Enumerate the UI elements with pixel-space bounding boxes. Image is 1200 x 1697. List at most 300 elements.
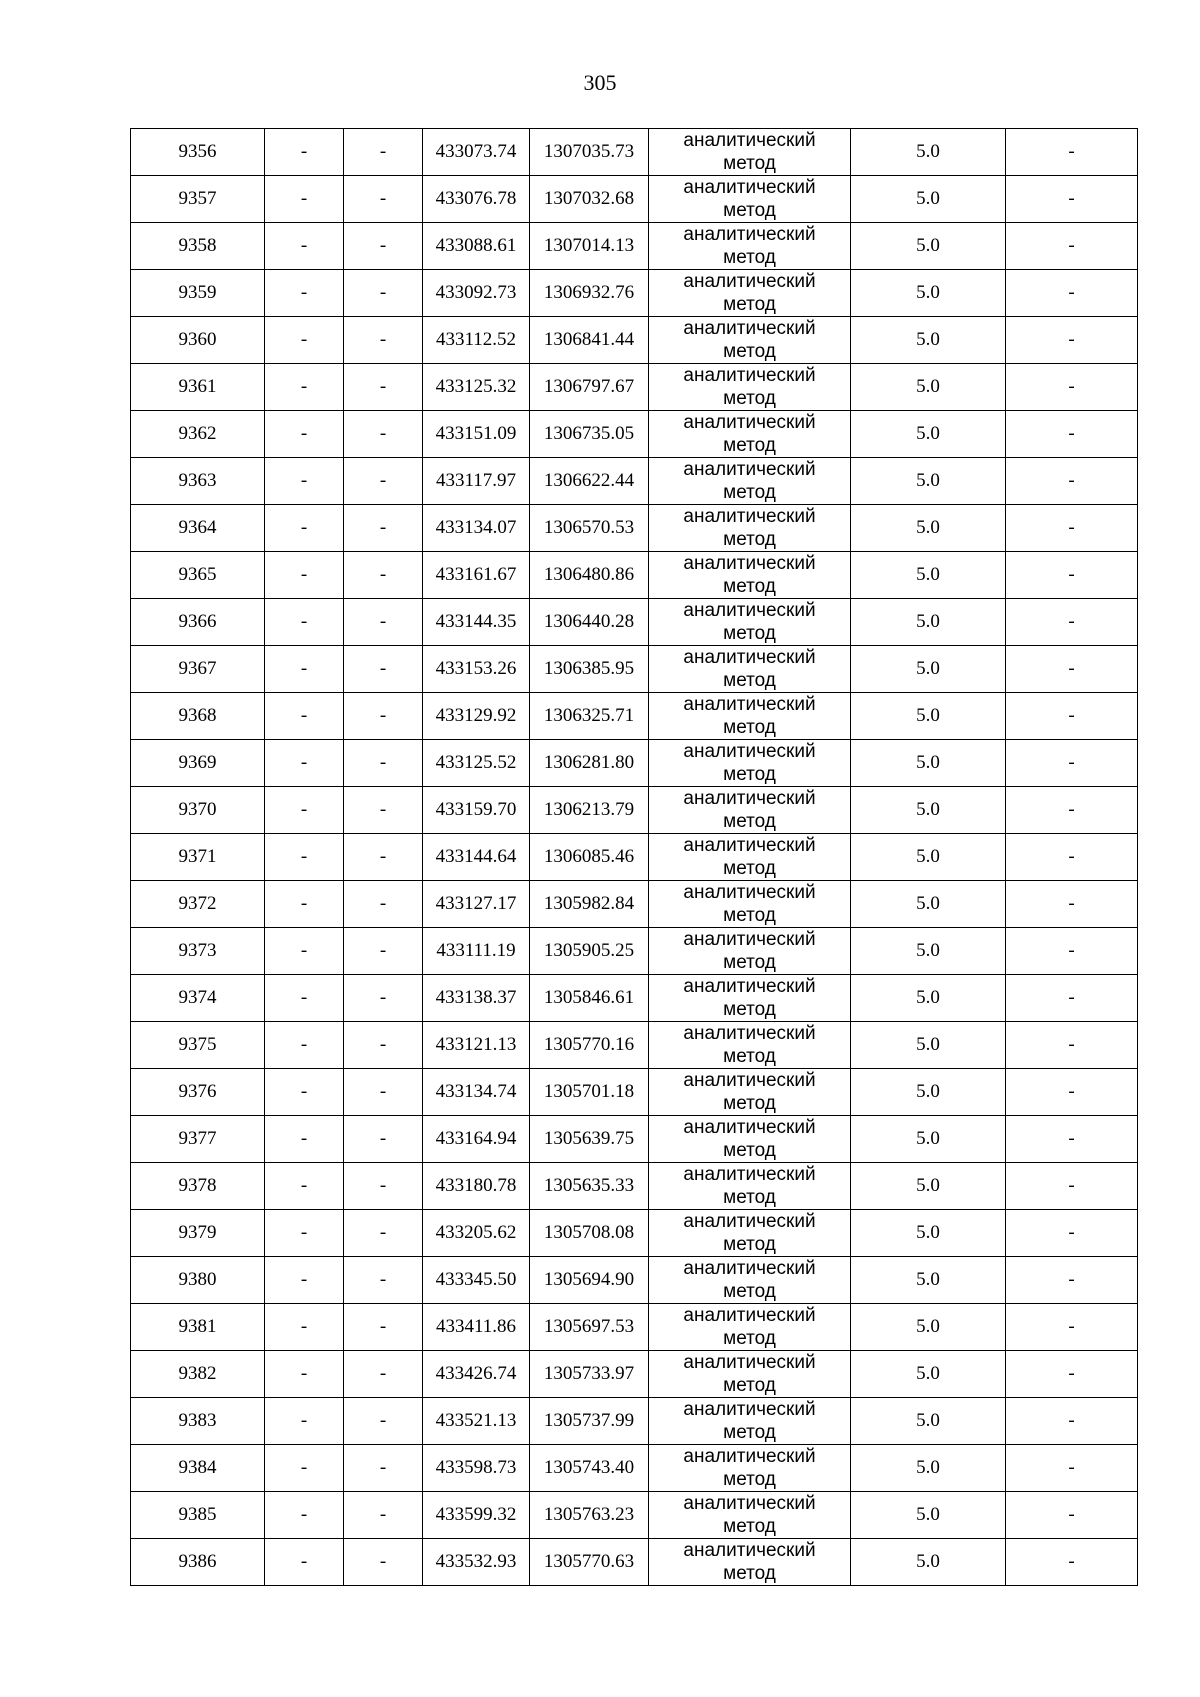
y-coordinate-cell: 1307032.68: [530, 176, 649, 223]
point-number-cell: 9367: [131, 646, 265, 693]
empty-column-2-cell: -: [265, 740, 344, 787]
note-cell: -: [1006, 1398, 1138, 1445]
note-cell: -: [1006, 1210, 1138, 1257]
note-cell: -: [1006, 129, 1138, 176]
point-number-cell: 9379: [131, 1210, 265, 1257]
method-cell: [649, 317, 851, 364]
method-line-2: метод: [723, 1422, 776, 1443]
method-line-1: аналитический: [683, 694, 816, 715]
method-line-2: метод: [723, 1046, 776, 1067]
y-coordinate-cell: 1306841.44: [530, 317, 649, 364]
empty-column-2-cell: -: [265, 223, 344, 270]
empty-column-2-cell: -: [265, 646, 344, 693]
table-row: [131, 881, 1138, 928]
empty-column-2-cell: -: [265, 1445, 344, 1492]
note-cell: -: [1006, 599, 1138, 646]
method-line-1: аналитический: [683, 553, 816, 574]
method-line-2: метод: [723, 1187, 776, 1208]
empty-column-3-cell: -: [344, 364, 423, 411]
method-line-1: аналитический: [683, 365, 816, 386]
table-row: [131, 1257, 1138, 1304]
method-line-1: аналитический: [683, 741, 816, 762]
y-coordinate-cell: 1306213.79: [530, 787, 649, 834]
y-coordinate-cell: 1305770.16: [530, 1022, 649, 1069]
table-row: [131, 270, 1138, 317]
accuracy-cell: 5.0: [851, 599, 1006, 646]
method-line-2: метод: [723, 670, 776, 691]
accuracy-cell: 5.0: [851, 787, 1006, 834]
table-row: [131, 1210, 1138, 1257]
x-coordinate-cell: 433144.64: [423, 834, 530, 881]
method-line-2: метод: [723, 294, 776, 315]
method-line-1: аналитический: [683, 318, 816, 339]
accuracy-cell: 5.0: [851, 928, 1006, 975]
y-coordinate-cell: 1305733.97: [530, 1351, 649, 1398]
empty-column-3-cell: -: [344, 1398, 423, 1445]
note-cell: -: [1006, 364, 1138, 411]
y-coordinate-cell: 1306281.80: [530, 740, 649, 787]
note-cell: -: [1006, 458, 1138, 505]
x-coordinate-cell: 433532.93: [423, 1539, 530, 1586]
note-cell: -: [1006, 1069, 1138, 1116]
method-cell: [649, 787, 851, 834]
empty-column-2-cell: -: [265, 411, 344, 458]
accuracy-cell: 5.0: [851, 1351, 1006, 1398]
accuracy-cell: 5.0: [851, 834, 1006, 881]
x-coordinate-cell: 433121.13: [423, 1022, 530, 1069]
point-number-cell: 9363: [131, 458, 265, 505]
empty-column-3-cell: -: [344, 1069, 423, 1116]
empty-column-3-cell: -: [344, 881, 423, 928]
table-row: [131, 129, 1138, 176]
table-row: [131, 1539, 1138, 1586]
method-line-2: метод: [723, 858, 776, 879]
empty-column-3-cell: -: [344, 1163, 423, 1210]
accuracy-cell: 5.0: [851, 1116, 1006, 1163]
table-row: [131, 1163, 1138, 1210]
empty-column-3-cell: -: [344, 1445, 423, 1492]
x-coordinate-cell: 433134.07: [423, 505, 530, 552]
method-line-2: метод: [723, 153, 776, 174]
method-line-1: аналитический: [683, 882, 816, 903]
accuracy-cell: 5.0: [851, 881, 1006, 928]
empty-column-2-cell: -: [265, 176, 344, 223]
y-coordinate-cell: 1305737.99: [530, 1398, 649, 1445]
note-cell: -: [1006, 693, 1138, 740]
point-number-cell: 9371: [131, 834, 265, 881]
method-cell: [649, 364, 851, 411]
method-cell: [649, 1069, 851, 1116]
x-coordinate-cell: 433599.32: [423, 1492, 530, 1539]
x-coordinate-cell: 433164.94: [423, 1116, 530, 1163]
empty-column-3-cell: -: [344, 834, 423, 881]
note-cell: -: [1006, 223, 1138, 270]
empty-column-2-cell: -: [265, 599, 344, 646]
y-coordinate-cell: 1306440.28: [530, 599, 649, 646]
y-coordinate-cell: 1305846.61: [530, 975, 649, 1022]
empty-column-3-cell: -: [344, 1492, 423, 1539]
x-coordinate-cell: 433411.86: [423, 1304, 530, 1351]
point-number-cell: 9365: [131, 552, 265, 599]
point-number-cell: 9359: [131, 270, 265, 317]
empty-column-3-cell: -: [344, 1210, 423, 1257]
empty-column-2-cell: -: [265, 1163, 344, 1210]
empty-column-3-cell: -: [344, 505, 423, 552]
method-cell: [649, 599, 851, 646]
y-coordinate-cell: 1305635.33: [530, 1163, 649, 1210]
point-number-cell: 9382: [131, 1351, 265, 1398]
note-cell: -: [1006, 552, 1138, 599]
method-line-2: метод: [723, 905, 776, 926]
point-number-cell: 9386: [131, 1539, 265, 1586]
note-cell: -: [1006, 1022, 1138, 1069]
y-coordinate-cell: 1306385.95: [530, 646, 649, 693]
method-line-2: метод: [723, 1281, 776, 1302]
method-line-2: метод: [723, 1093, 776, 1114]
method-cell: [649, 1304, 851, 1351]
y-coordinate-cell: 1305770.63: [530, 1539, 649, 1586]
accuracy-cell: 5.0: [851, 505, 1006, 552]
empty-column-2-cell: -: [265, 505, 344, 552]
y-coordinate-cell: 1306570.53: [530, 505, 649, 552]
table-row: [131, 928, 1138, 975]
table-row: [131, 1445, 1138, 1492]
accuracy-cell: 5.0: [851, 1210, 1006, 1257]
x-coordinate-cell: 433125.52: [423, 740, 530, 787]
method-line-1: аналитический: [683, 1352, 816, 1373]
point-number-cell: 9375: [131, 1022, 265, 1069]
empty-column-3-cell: -: [344, 411, 423, 458]
y-coordinate-cell: 1305697.53: [530, 1304, 649, 1351]
accuracy-cell: 5.0: [851, 693, 1006, 740]
accuracy-cell: 5.0: [851, 364, 1006, 411]
method-line-1: аналитический: [683, 929, 816, 950]
method-line-1: аналитический: [683, 1117, 816, 1138]
point-number-cell: 9361: [131, 364, 265, 411]
table-row: [131, 1069, 1138, 1116]
point-number-cell: 9384: [131, 1445, 265, 1492]
empty-column-3-cell: -: [344, 176, 423, 223]
note-cell: -: [1006, 176, 1138, 223]
table-row: [131, 1022, 1138, 1069]
table-row: [131, 740, 1138, 787]
point-number-cell: 9372: [131, 881, 265, 928]
method-cell: [649, 552, 851, 599]
x-coordinate-cell: 433159.70: [423, 787, 530, 834]
empty-column-3-cell: -: [344, 740, 423, 787]
point-number-cell: 9368: [131, 693, 265, 740]
point-number-cell: 9383: [131, 1398, 265, 1445]
method-line-2: метод: [723, 1375, 776, 1396]
note-cell: -: [1006, 646, 1138, 693]
y-coordinate-cell: 1306622.44: [530, 458, 649, 505]
method-cell: [649, 928, 851, 975]
empty-column-2-cell: -: [265, 552, 344, 599]
note-cell: -: [1006, 881, 1138, 928]
empty-column-2-cell: -: [265, 1116, 344, 1163]
accuracy-cell: 5.0: [851, 458, 1006, 505]
y-coordinate-cell: 1306325.71: [530, 693, 649, 740]
note-cell: -: [1006, 317, 1138, 364]
table-row: [131, 1116, 1138, 1163]
method-cell: [649, 1351, 851, 1398]
point-number-cell: 9366: [131, 599, 265, 646]
accuracy-cell: 5.0: [851, 975, 1006, 1022]
accuracy-cell: 5.0: [851, 1304, 1006, 1351]
table-row: [131, 505, 1138, 552]
y-coordinate-cell: 1307035.73: [530, 129, 649, 176]
accuracy-cell: 5.0: [851, 1163, 1006, 1210]
empty-column-2-cell: -: [265, 1492, 344, 1539]
method-line-2: метод: [723, 952, 776, 973]
accuracy-cell: 5.0: [851, 176, 1006, 223]
note-cell: -: [1006, 740, 1138, 787]
empty-column-3-cell: -: [344, 270, 423, 317]
accuracy-cell: 5.0: [851, 1398, 1006, 1445]
accuracy-cell: 5.0: [851, 1539, 1006, 1586]
x-coordinate-cell: 433112.52: [423, 317, 530, 364]
table-row: [131, 787, 1138, 834]
empty-column-2-cell: -: [265, 787, 344, 834]
method-line-2: метод: [723, 1328, 776, 1349]
method-cell: [649, 1257, 851, 1304]
empty-column-3-cell: -: [344, 975, 423, 1022]
empty-column-3-cell: -: [344, 928, 423, 975]
y-coordinate-cell: 1306480.86: [530, 552, 649, 599]
x-coordinate-cell: 433345.50: [423, 1257, 530, 1304]
x-coordinate-cell: 433117.97: [423, 458, 530, 505]
point-number-cell: 9369: [131, 740, 265, 787]
x-coordinate-cell: 433153.26: [423, 646, 530, 693]
method-cell: [649, 1398, 851, 1445]
x-coordinate-cell: 433180.78: [423, 1163, 530, 1210]
accuracy-cell: 5.0: [851, 552, 1006, 599]
note-cell: -: [1006, 1116, 1138, 1163]
note-cell: -: [1006, 270, 1138, 317]
y-coordinate-cell: 1305743.40: [530, 1445, 649, 1492]
method-cell: [649, 1492, 851, 1539]
method-line-1: аналитический: [683, 506, 816, 527]
method-line-1: аналитический: [683, 1258, 816, 1279]
y-coordinate-cell: 1305708.08: [530, 1210, 649, 1257]
method-line-2: метод: [723, 1516, 776, 1537]
method-cell: [649, 1163, 851, 1210]
empty-column-2-cell: -: [265, 1304, 344, 1351]
empty-column-3-cell: -: [344, 1022, 423, 1069]
method-cell: [649, 1445, 851, 1492]
method-line-1: аналитический: [683, 1164, 816, 1185]
table-body: [131, 129, 1138, 1586]
empty-column-2-cell: -: [265, 975, 344, 1022]
method-line-1: аналитический: [683, 459, 816, 480]
x-coordinate-cell: 433125.32: [423, 364, 530, 411]
empty-column-3-cell: -: [344, 223, 423, 270]
empty-column-3-cell: -: [344, 1351, 423, 1398]
empty-column-3-cell: -: [344, 552, 423, 599]
table-row: [131, 458, 1138, 505]
x-coordinate-cell: 433076.78: [423, 176, 530, 223]
empty-column-3-cell: -: [344, 646, 423, 693]
y-coordinate-cell: 1305982.84: [530, 881, 649, 928]
x-coordinate-cell: 433205.62: [423, 1210, 530, 1257]
method-line-1: аналитический: [683, 1305, 816, 1326]
method-line-1: аналитический: [683, 1070, 816, 1091]
table-row: [131, 834, 1138, 881]
empty-column-2-cell: -: [265, 1398, 344, 1445]
method-line-1: аналитический: [683, 600, 816, 621]
coordinates-table: [130, 128, 1138, 1586]
method-line-2: метод: [723, 623, 776, 644]
method-cell: [649, 1539, 851, 1586]
accuracy-cell: 5.0: [851, 129, 1006, 176]
accuracy-cell: 5.0: [851, 270, 1006, 317]
empty-column-3-cell: -: [344, 317, 423, 364]
accuracy-cell: 5.0: [851, 223, 1006, 270]
accuracy-cell: 5.0: [851, 740, 1006, 787]
method-line-1: аналитический: [683, 1399, 816, 1420]
point-number-cell: 9381: [131, 1304, 265, 1351]
empty-column-2-cell: -: [265, 129, 344, 176]
method-line-2: метод: [723, 388, 776, 409]
empty-column-2-cell: -: [265, 1210, 344, 1257]
method-line-1: аналитический: [683, 1023, 816, 1044]
method-line-2: метод: [723, 1140, 776, 1161]
table-row: [131, 364, 1138, 411]
method-cell: [649, 1116, 851, 1163]
empty-column-2-cell: -: [265, 364, 344, 411]
method-cell: [649, 411, 851, 458]
point-number-cell: 9374: [131, 975, 265, 1022]
point-number-cell: 9356: [131, 129, 265, 176]
table-row: [131, 411, 1138, 458]
point-number-cell: 9385: [131, 1492, 265, 1539]
note-cell: -: [1006, 1492, 1138, 1539]
note-cell: -: [1006, 411, 1138, 458]
table-row: [131, 317, 1138, 364]
method-line-1: аналитический: [683, 835, 816, 856]
y-coordinate-cell: 1305639.75: [530, 1116, 649, 1163]
x-coordinate-cell: 433521.13: [423, 1398, 530, 1445]
method-cell: [649, 740, 851, 787]
x-coordinate-cell: 433598.73: [423, 1445, 530, 1492]
empty-column-3-cell: -: [344, 693, 423, 740]
method-cell: [649, 1210, 851, 1257]
method-cell: [649, 834, 851, 881]
method-line-2: метод: [723, 1469, 776, 1490]
x-coordinate-cell: 433161.67: [423, 552, 530, 599]
table-row: [131, 552, 1138, 599]
note-cell: -: [1006, 1351, 1138, 1398]
empty-column-3-cell: -: [344, 1539, 423, 1586]
accuracy-cell: 5.0: [851, 1069, 1006, 1116]
method-line-1: аналитический: [683, 177, 816, 198]
method-line-1: аналитический: [683, 224, 816, 245]
empty-column-2-cell: -: [265, 317, 344, 364]
y-coordinate-cell: 1306735.05: [530, 411, 649, 458]
point-number-cell: 9358: [131, 223, 265, 270]
x-coordinate-cell: 433092.73: [423, 270, 530, 317]
empty-column-3-cell: -: [344, 1304, 423, 1351]
table-row: [131, 1398, 1138, 1445]
empty-column-2-cell: -: [265, 881, 344, 928]
point-number-cell: 9360: [131, 317, 265, 364]
empty-column-3-cell: -: [344, 129, 423, 176]
table-row: [131, 599, 1138, 646]
method-line-2: метод: [723, 247, 776, 268]
method-line-2: метод: [723, 576, 776, 597]
x-coordinate-cell: 433127.17: [423, 881, 530, 928]
empty-column-2-cell: -: [265, 928, 344, 975]
method-cell: [649, 129, 851, 176]
accuracy-cell: 5.0: [851, 1445, 1006, 1492]
x-coordinate-cell: 433073.74: [423, 129, 530, 176]
point-number-cell: 9380: [131, 1257, 265, 1304]
note-cell: -: [1006, 928, 1138, 975]
accuracy-cell: 5.0: [851, 1492, 1006, 1539]
empty-column-3-cell: -: [344, 1116, 423, 1163]
method-line-2: метод: [723, 717, 776, 738]
note-cell: -: [1006, 834, 1138, 881]
note-cell: -: [1006, 1304, 1138, 1351]
empty-column-2-cell: -: [265, 1022, 344, 1069]
method-line-2: метод: [723, 341, 776, 362]
method-cell: [649, 176, 851, 223]
method-line-2: метод: [723, 811, 776, 832]
method-line-2: метод: [723, 1563, 776, 1584]
empty-column-2-cell: -: [265, 458, 344, 505]
x-coordinate-cell: 433426.74: [423, 1351, 530, 1398]
note-cell: -: [1006, 1163, 1138, 1210]
point-number-cell: 9362: [131, 411, 265, 458]
accuracy-cell: 5.0: [851, 411, 1006, 458]
empty-column-2-cell: -: [265, 1069, 344, 1116]
method-line-2: метод: [723, 999, 776, 1020]
method-line-1: аналитический: [683, 647, 816, 668]
note-cell: -: [1006, 1257, 1138, 1304]
method-line-1: аналитический: [683, 1540, 816, 1561]
method-cell: [649, 975, 851, 1022]
method-line-1: аналитический: [683, 1446, 816, 1467]
x-coordinate-cell: 433151.09: [423, 411, 530, 458]
method-cell: [649, 458, 851, 505]
y-coordinate-cell: 1305694.90: [530, 1257, 649, 1304]
empty-column-2-cell: -: [265, 1539, 344, 1586]
note-cell: -: [1006, 787, 1138, 834]
point-number-cell: 9364: [131, 505, 265, 552]
note-cell: -: [1006, 1445, 1138, 1492]
y-coordinate-cell: 1305905.25: [530, 928, 649, 975]
table-row: [131, 176, 1138, 223]
method-line-2: метод: [723, 1234, 776, 1255]
method-line-2: метод: [723, 435, 776, 456]
point-number-cell: 9377: [131, 1116, 265, 1163]
method-cell: [649, 270, 851, 317]
accuracy-cell: 5.0: [851, 317, 1006, 364]
y-coordinate-cell: 1305701.18: [530, 1069, 649, 1116]
method-line-2: метод: [723, 482, 776, 503]
empty-column-2-cell: -: [265, 1257, 344, 1304]
table-row: [131, 223, 1138, 270]
empty-column-3-cell: -: [344, 1257, 423, 1304]
method-cell: [649, 1022, 851, 1069]
table-row: [131, 1304, 1138, 1351]
x-coordinate-cell: 433138.37: [423, 975, 530, 1022]
method-line-1: аналитический: [683, 1493, 816, 1514]
method-line-2: метод: [723, 764, 776, 785]
method-cell: [649, 693, 851, 740]
x-coordinate-cell: 433129.92: [423, 693, 530, 740]
y-coordinate-cell: 1306932.76: [530, 270, 649, 317]
